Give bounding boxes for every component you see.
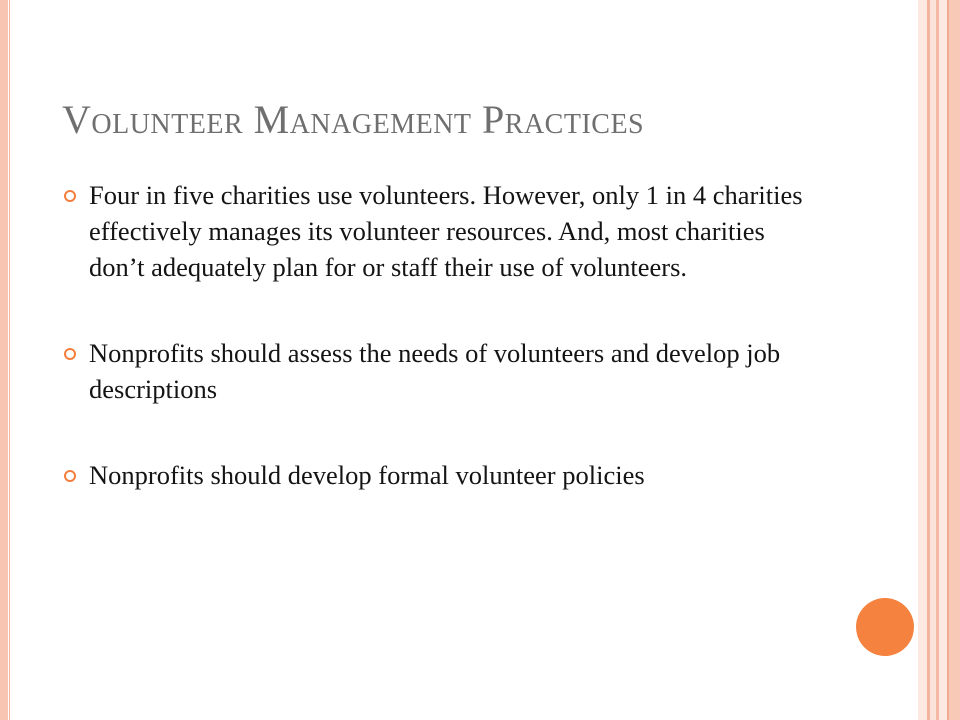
right-stripe-5 — [939, 0, 947, 720]
bullet-ring-icon — [64, 190, 76, 202]
left-border-decoration — [0, 0, 8, 720]
bullet-ring-icon — [64, 470, 76, 482]
bullet-item — [62, 335, 822, 407]
bullet-text: Nonprofits should assess the needs of volunteers and develop job descriptions — [89, 338, 781, 404]
decorative-orange-circle — [856, 598, 914, 656]
bullet-list — [62, 177, 822, 493]
right-stripe-7 — [949, 0, 960, 720]
bullet-text: Nonprofits should develop formal volunteer policies — [89, 460, 645, 490]
bullet-ring-icon — [64, 348, 76, 360]
bullet-text: Four in five charities use volunteers. However, only 1 in 4 charities effectively manages its volunteer resources. And, most charities don’t adequately plan for or staff their use of volunteers. — [89, 180, 803, 282]
bullet-item — [62, 457, 822, 493]
bullet-item — [62, 177, 822, 285]
slide-title: Volunteer Management Practices — [62, 97, 645, 142]
right-stripe-1 — [918, 0, 927, 720]
